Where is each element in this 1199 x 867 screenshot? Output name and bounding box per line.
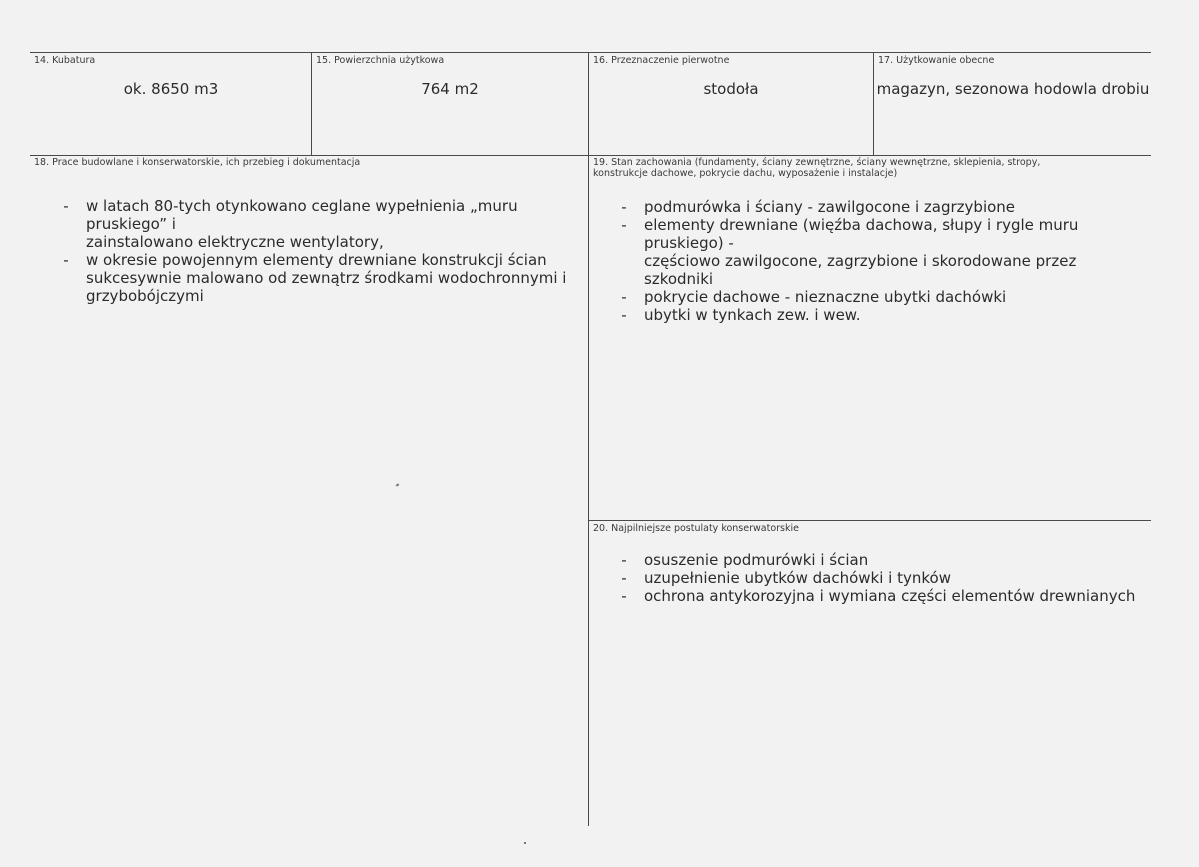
col-divider-16 (588, 52, 589, 826)
list-item-text: osuszenie podmurówki i ścian (644, 551, 869, 569)
list-item (618, 551, 1148, 569)
row-rule (30, 155, 1151, 156)
list-item (618, 569, 1148, 587)
list-item-text: elementy drewniane (więźba dachowa, słupy i rygle muru pruskiego) - (644, 216, 1079, 252)
field-19-label-line: 19. Stan zachowania (fundamenty, ściany zewnętrzne, ściany wewnętrzne, sklepienia, stropy, (593, 157, 1041, 168)
field-18-label: 18. Prace budowlane i konserwatorskie, ich przebieg i dokumentacja (34, 157, 361, 168)
list-item (60, 197, 580, 251)
list-item (618, 306, 1148, 324)
field-20-list (618, 551, 1148, 605)
list-item-text: pokrycie dachowe - nieznaczne ubytki dachówki (644, 288, 1007, 306)
list-item-text: częściowo zawilgocone, zagrzybione i skorodowane przez szkodniki (644, 252, 1077, 288)
field-16-value: stodoła (703, 80, 759, 98)
list-dash: - (63, 197, 69, 215)
list-dash: - (63, 251, 69, 269)
list-item-text: ochrona antykorozyjna i wymiana części elementów drewnianych (644, 587, 1136, 605)
field-16-label: 16. Przeznaczenie pierwotne (593, 55, 730, 66)
list-dash: - (621, 569, 627, 587)
list-item-text: sukcesywnie malowano od zewnątrz środkami wodochronnymi i (86, 269, 567, 287)
list-dash: - (621, 216, 627, 234)
list-item (618, 288, 1148, 306)
field-18-list (60, 197, 580, 305)
field-17-label: 17. Użytkowanie obecne (878, 55, 995, 66)
list-item-text: w okresie powojennym elementy drewniane konstrukcji ścian (86, 251, 547, 269)
col-divider-17 (873, 52, 874, 156)
list-item-text: uzupełnienie ubytków dachówki i tynków (644, 569, 951, 587)
list-item-text: podmurówka i ściany - zawilgocone i zagrzybione (644, 198, 1016, 216)
field-17-value: magazyn, sezonowa hodowla drobiu (876, 80, 1150, 98)
list-item (618, 198, 1148, 216)
top-rule (30, 52, 1151, 53)
field-15-label: 15. Powierzchnia użytkowa (316, 55, 445, 66)
field-20-label: 20. Najpilniejsze postulaty konserwatorskie (593, 523, 799, 534)
field-19-label (593, 157, 1040, 179)
list-dash: - (621, 288, 627, 306)
list-item (618, 587, 1148, 605)
field-19-list (618, 198, 1148, 324)
list-dash: - (621, 587, 627, 605)
list-item (618, 216, 1148, 288)
list-item-text: w latach 80-tych otynkowano ceglane wypełnienia „muru pruskiego” i (86, 197, 518, 233)
scan-speck (396, 483, 400, 486)
list-dash: - (621, 198, 627, 216)
col-divider-15 (311, 52, 312, 156)
list-dash: - (621, 551, 627, 569)
field-14-label: 14. Kubatura (34, 55, 96, 66)
scan-speck (524, 842, 526, 844)
field-19-label-line: konstrukcje dachowe, pokrycie dachu, wyposażenie i instalacje) (593, 168, 898, 179)
list-item (60, 251, 580, 305)
list-dash: - (621, 306, 627, 324)
list-item-text: zainstalowano elektryczne wentylatory, (86, 233, 384, 251)
list-item-text: ubytki w tynkach zew. i wew. (644, 306, 861, 324)
field-15-value: 764 m2 (421, 80, 479, 98)
field-14-value: ok. 8650 m3 (123, 80, 219, 98)
section-20-rule (589, 520, 1151, 521)
list-item-text: grzybobójczymi (86, 287, 204, 305)
